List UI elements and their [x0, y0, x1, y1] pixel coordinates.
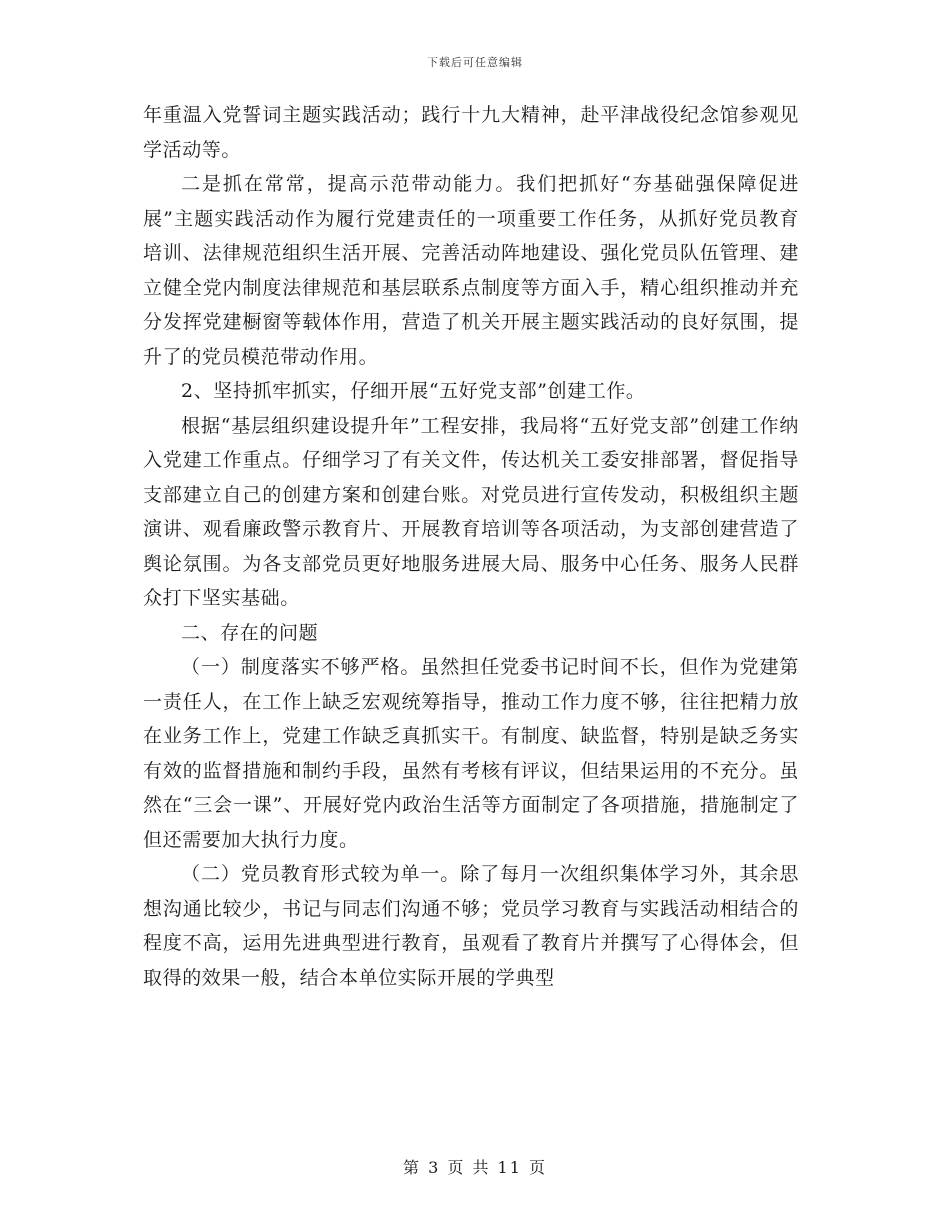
paragraph-7: （二）党员教育形式较为单一。除了每月一次组织集体学习外，其余思想沟通比较少，书记与同志们沟通不够；党员学习教育与实践活动相结合的程度不高，运用先进典型进行教育，虽观看了教育片并撰写了心得体会，但取得的效果一般，结合本单位实际开展的学典型 [143, 863, 799, 989]
paragraph-3: 2、坚持抓牢抓实，仔细开展“五好党支部”创建工作。 [181, 380, 646, 402]
section-heading-problems: 二、存在的问题 [181, 621, 319, 644]
paragraph-4: 根据“基层组织建设提升年”工程安排，我局将“五好党支部”创建工作纳入党建工作重点。仔细学习了有关文件，传达机关工委安排部署，督促指导支部建立自己的创建方案和创建台账。对党员进行宣传发动，积极组织主题演讲、观看廉政警示教育片、开展教育培训等各项活动，为支部创建营造了舆论氛围。为各支部党员更好地服务进展大局、服务中心任务、服务人民群众打下坚实基础。 [143, 414, 799, 609]
document-body [143, 98, 799, 995]
paragraph-1: 年重温入党誓词主题实践活动；践行十九大精神，赴平津战役纪念馆参观见学活动等。 [143, 104, 799, 161]
paragraph-2: 二是抓在常常，提高示范带动能力。我们把抓好“夯基础强保障促进展”主题实践活动作为履行党建责任的一项重要工作任务，从抓好党员教育培训、法律规范组织生活开展、完善活动阵地建设、强化党员队伍管理、建立健全党内制度法律规范和基层联系点制度等方面入手，精心组织推动并充分发挥党建橱窗等载体作用，营造了机关开展主题实践活动的良好氛围，提升了的党员模范带动作用。 [143, 173, 799, 368]
page-header: 下载后可任意编辑 [427, 56, 523, 69]
page-number-footer: 第 3 页 共 11 页 [403, 1158, 547, 1177]
paragraph-6: （一）制度落实不够严格。虽然担任党委书记时间不长，但作为党建第一责任人，在工作上缺乏宏观统筹指导，推动工作力度不够，往往把精力放在业务工作上，党建工作缺乏真抓实干。有制度、缺监督，特别是缺乏务实有效的监督措施和制约手段，虽然有考核有评议，但结果运用的不充分。虽然在“三会一课”、开展好党内政治生活等方面制定了各项措施，措施制定了但还需要加大执行力度。 [143, 656, 799, 851]
